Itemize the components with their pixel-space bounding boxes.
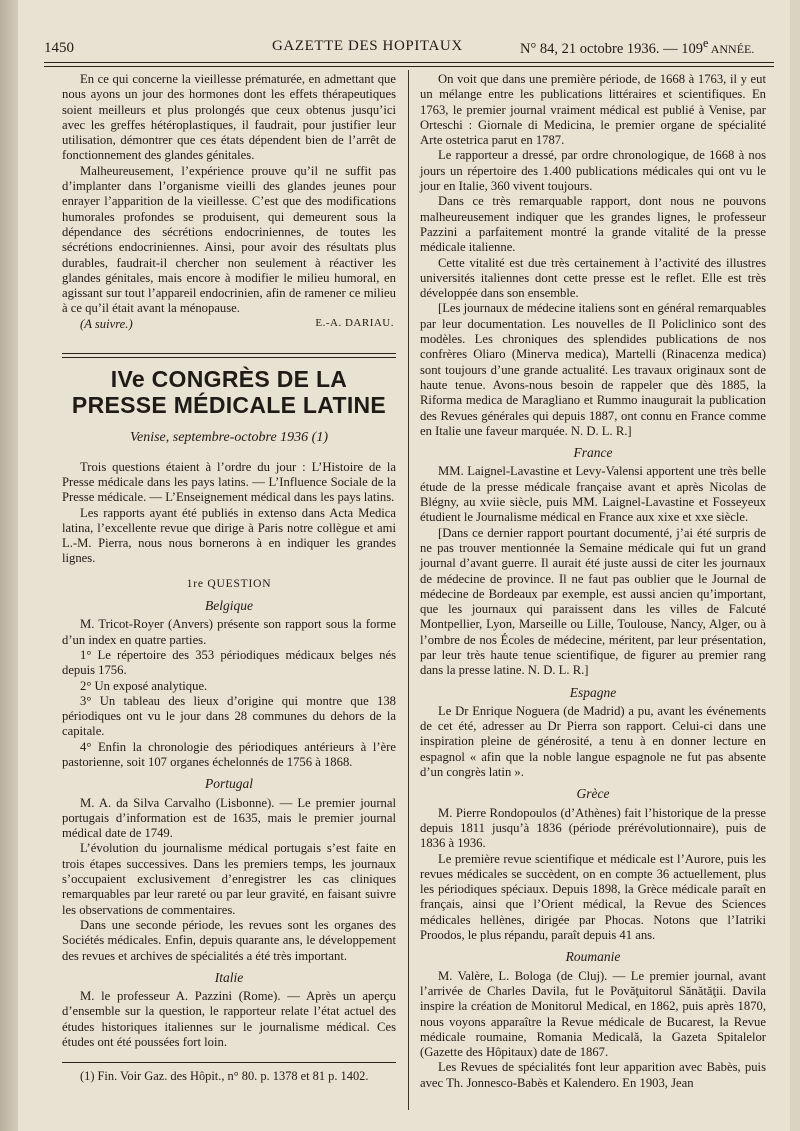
paragraph: Le rapporteur a dressé, par ordre chronologique, de 1668 à nos jours un répertoire des 1.400 publications médicales qui ont vu le jour en Italie, 360 vivent toujours.	[420, 148, 766, 194]
paragraph: M. Pierre Rondopoulos (d’Athènes) fait l’historique de la presse depuis 1811 jusqu’à 1836 (période prérévolutionnaire), puis de 1836 à 1936.	[420, 805, 766, 851]
paragraph: [Dans ce dernier rapport pourtant documenté, j’ai été surpris de ne pas trouver mentionnée la Semaine médicale qui fut un grand journal d’avant guerre. Il aurait été juste aussi de citer les journaux de médecine de province. Il ne faut pas oublier que le Journal de médecine de Bordeaux par exemple, est aussi ancien qu’important, que les journaux qui paraissent dans les villes de Falcuté Montpellier, Lyon, Marseille ou Lille, Toulouse, Nancy, Alger, ou à l’ombre de nos Écoles de médecine, méritent, par leur présentation, par leur très haute tenue scientifique, de figurer au premier rang dans la presse latine. N. D. L. R.]	[420, 525, 766, 678]
scanned-page-edge	[0, 0, 18, 1131]
paragraph: 4° Enfin la chronologie des périodiques antérieurs à l’ère pastorienne, soit 107 organes échelonnés de 1756 à 1868.	[62, 739, 396, 769]
country-heading-portugal: Portugal	[204, 776, 253, 792]
country-heading-espagne: Espagne	[569, 684, 617, 700]
paragraph: 2° Un exposé analytique.	[80, 678, 208, 693]
country-heading-belgique: Belgique	[205, 598, 253, 614]
paragraph: On voit que dans une première période, de 1668 à 1763, il y eut un mélange entre les publications littéraires et scientifiques. En 1763, le premier journal vraiment médical est publié à Venise, par Orteschi : Giornale di Medicina, le premier organe de spécialité Arte ostetrica parut en 1787.	[420, 72, 766, 148]
paragraph: Dans une seconde période, les revues sont les organes des Sociétés médicales. Enfin, depuis quarante ans, le développement des revues et archives de spécialités a été très important.	[62, 917, 396, 963]
paragraph: M. A. da Silva Carvalho (Lisbonne). — Le premier journal portugais d’information est de 1635, mais le premier journal médical date de 1749.	[62, 795, 396, 841]
page-number: 1450	[44, 40, 74, 56]
paragraph: L’évolution du journalisme médical portugais s’est faite en trois étapes successives. Dans les premiers temps, les journaux s’occupaient exclusivement d’enregistrer les cas cliniques remarquables par leur rareté ou par leur gravité, en faisant suivre les observations de commentaires.	[62, 841, 396, 917]
question-heading: 1re QUESTION	[186, 577, 272, 590]
paragraph: M. Tricot-Royer (Anvers) présente son rapport sous la forme d’un index en quatre parties.	[62, 617, 396, 647]
suivre-note: (A suivre.)	[80, 316, 133, 331]
footnote-rule	[62, 1062, 396, 1063]
column-divider	[408, 70, 409, 1110]
article-title: IVe CONGRÈS DE LA PRESSE MÉDICALE LATINE	[71, 366, 387, 419]
paragraph: 1° Le répertoire des 353 périodiques médicaux belges nés depuis 1756.	[62, 647, 396, 678]
paragraph: Les rapports ayant été publiés in extenso dans Acta Medica latina, l’excellente revue que dirige à Paris notre collègue et ami L.-M. Pierra, nous nous bornerons à en indiquer les grandes lignes.	[62, 505, 396, 566]
issue-main: N° 84, 21 octobre 1936. — 109	[520, 40, 703, 57]
left-column	[62, 72, 396, 1085]
issue-annee: ANNÉE.	[708, 41, 755, 56]
issue-sup: e	[703, 36, 709, 50]
paragraph: 3° Un tableau des lieux d’origine qui montre que 138 périodiques ont vu le jour dans 28 communes du dehors de la capitale.	[62, 693, 396, 739]
paragraph: [Les journaux de médecine italiens sont en général remarquables par leur documentation. Les nouvelles de Il Policlinico sont des modèles. Les chroniques des splendides publications de nos confrères Oliaro (Minerva medica), Martelli (Rinacenza medica) sont toujours d’une grande actualité. Les travaux originaux sont de haute tenue. Avons-nous besoin de rappeler que dès 1885, la Riforma medica de Maragliano et Rummo inaugurait la publication des Revues générales qui depuis 1887, ont connu en France comme en Italie une faveur marquée. N. D. L. R.]	[420, 301, 766, 438]
journal-title: GAZETTE DES HOPITAUX	[272, 38, 463, 54]
country-heading-roumanie: Roumanie	[565, 949, 621, 965]
footnote: (1) Fin. Voir Gaz. des Hôpit., n° 80. p. 1378 et 81 p. 1402.	[80, 1069, 369, 1084]
paragraph: Le première revue scientifique et médicale est l’Aurore, puis les revues médicales se succèdent, on en compte 36 actuellement, plus les périodiques spéciaux. Depuis 1898, la Grèce médicale paraît en français, ainsi que l’Orient médical, la Revue des Sciences médicales hellènes, dirigée par Phocas. Notons que l’Iatriki Proodos, le plus répandu, paraît depuis 41 ans.	[420, 851, 766, 943]
paragraph: Malheureusement, l’expérience prouve qu’il ne suffit pas d’implanter dans l’organisme vieilli des glandes jeunes pour enrayer l’apparition de la vieillesse. C’est que des modifications humorales profondes se produisent, qui demeurent sous la dépendance des sécrétions endocriniennes, de toutes les sécrétions endocriniennes. Ainsi, pour avoir des résultats plus durables, faudrait-il chercher non seulement à réactiver les glandes génitales, mais encore à modifier le milieu humoral, en agissant sur tout l’appareil endocrinien, afin de ramener ce milieu à ce qu’il était avant la ménopause.	[62, 163, 396, 316]
author-signature: E.-A. DARIAU.	[315, 317, 394, 330]
paragraph: En ce qui concerne la vieillesse prématurée, en admettant que nous ayons un jour des hormones dont les effets thérapeutiques soient meilleurs et plus prolongés que ceux obtenus jusqu’ici avec les greffes hétéroplastiques, il faudrait, pour justifier leur utilisation, démontrer que ces états dépendent bien de l’arrêt de fonctionnement des glandes génitales.	[62, 72, 396, 163]
header-rule-thin	[44, 66, 774, 67]
right-column	[420, 72, 766, 1091]
paragraph: Cette vitalité est due très certainement à l’activité des illustres universités italiennes dont cette presse est le reflet. Elle est très développée dans son ensemble.	[420, 255, 766, 301]
country-heading-italie: Italie	[214, 969, 244, 985]
header-rule	[44, 62, 774, 63]
paragraph: M. le professeur A. Pazzini (Rome). — Après un aperçu d’ensemble sur la question, le rapporteur relate l’état actuel des études historiques italiennes sur le journalisme médical. Ces études ont été poussées fort loin.	[62, 989, 396, 1050]
paragraph: MM. Laignel-Lavastine et Levy-Valensi apportent une très belle étude de la presse médicale française avant et après Nicolas de Blégny, au xviie siècle, puis MM. Laignel-Lavastine et Fosseyeux étudient le Journalisme médical en France aux xixe et xxe siècle.	[420, 464, 766, 525]
page-header	[40, 34, 760, 56]
paragraph: M. Valère, L. Bologa (de Cluj). — Le premier journal, avant l’arrivée de Charles Davila, fut le Povăţuitorul Sănătăţii. Davila inspire la création de Monitorul Medical, en 1862, puis après 1870, nous voyons apparaître la Revue médicale de Bucarest, la Revue médicale roumaine, Romania Medicală, la Gazeta Spitalelor (Gazette des Hôpitaux) date de 1867.	[420, 968, 766, 1060]
paragraph: Le Dr Enrique Noguera (de Madrid) a pu, avant les événements de cet été, adresser au Dr Pierra son rapport. Celui-ci dans une inspiration pleine de générosité, a tenu à en donner lecture en espagnol « afin que la noble langue espagnole ne fut pas absente d’un congrès latin ».	[420, 703, 766, 780]
paragraph: Les Revues de spécialités font leur apparition avec Babès, puis avec Th. Jonnesco-Babès et Kalendero. En 1903, Jean	[420, 1060, 766, 1090]
paragraph: Dans ce très remarquable rapport, dont nous ne pouvons malheureusement indiquer que les grandes lignes, le professeur Pazzini a parfaitement montré la grande vitalité de la presse médicale italienne.	[420, 194, 766, 255]
dateline: Venise, septembre-octobre 1936 (1)	[129, 430, 329, 446]
section-separator	[62, 353, 396, 358]
country-heading-grece: Grèce	[576, 786, 610, 802]
country-heading-france: France	[573, 445, 613, 461]
issue-info	[520, 36, 754, 58]
paragraph: Trois questions étaient à l’ordre du jour : L’Histoire de la Presse médicale dans les pays latins. — L’Influence Sociale de la Presse médicale. — L’Enseignement médical dans les pays latins.	[62, 459, 396, 505]
